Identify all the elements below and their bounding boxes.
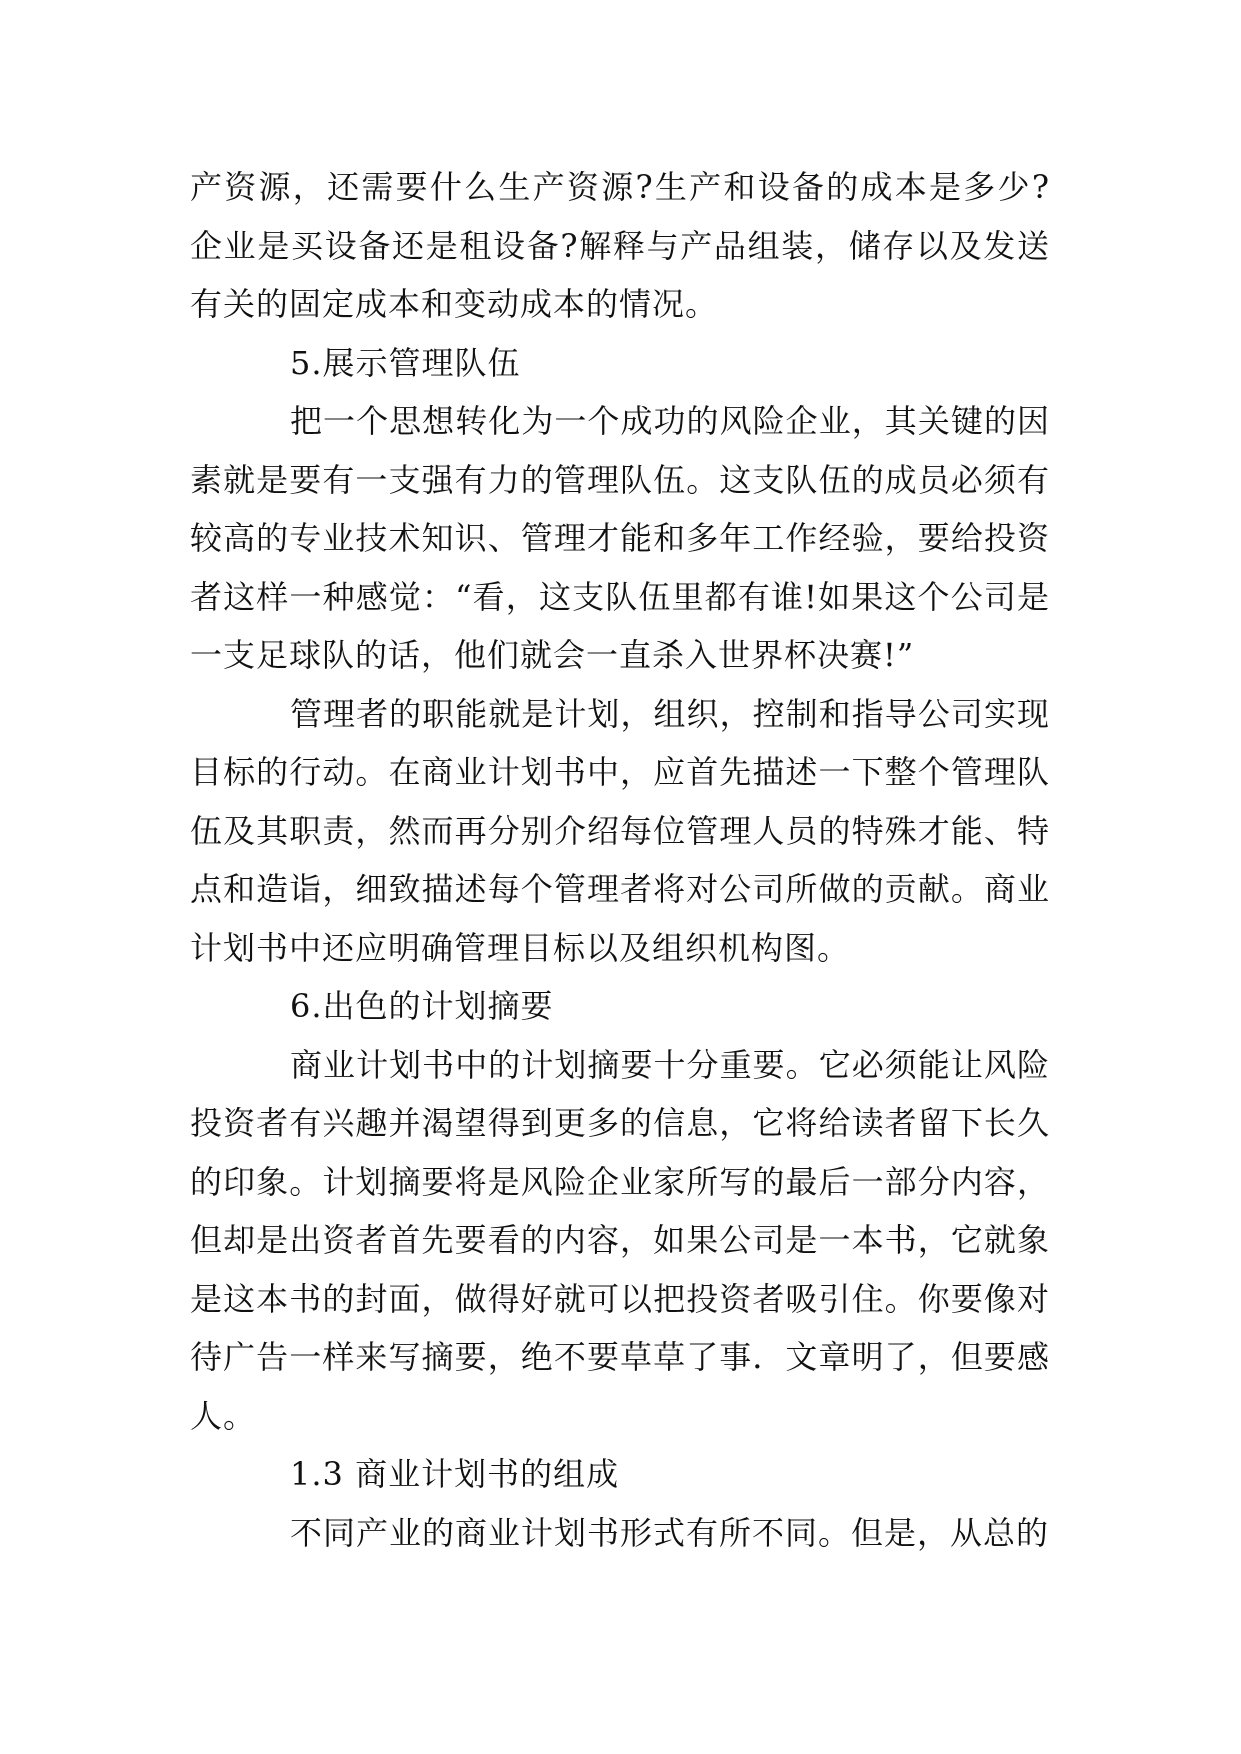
- section-heading-plan-composition: 1.3 商业计划书的组成: [290, 1455, 620, 1493]
- section-heading-management-team: 5.展示管理队伍: [290, 343, 521, 382]
- document-body: [190, 158, 1050, 1562]
- paragraph-summary-importance: 商业计划书中的计划摘要十分重要。它必须能让风险投资者有兴趣并渴望得到更多的信息，它将给读者留下长久的印象。计划摘要将是风险企业家所写的最后一部分内容，但却是出资者首先要看的内容，如果公司是一本书，它就象是这本书的封面，做得好就可以把投资者吸引住。你要像对待广告一样来写摘要，绝不要草草了事．文章明了，但要感人。: [190, 1045, 1050, 1435]
- paragraph-strong-team: 把一个思想转化为一个成功的风险企业，其关键的因素就是要有一支强有力的管理队伍。这支队伍的成员必须有较高的专业技术知识、管理才能和多年工作经验，要给投资者这样一种感觉：“看，这支队伍里都有谁!如果这个公司是一支足球队的话，他们就会一直杀入世界杯决赛!”: [190, 402, 1050, 674]
- section-heading-plan-summary: 6.出色的计划摘要: [290, 987, 554, 1025]
- paragraph-manager-functions: 管理者的职能就是计划，组织，控制和指导公司实现目标的行动。在商业计划书中，应首先描述一下整个管理队伍及其职责，然而再分别介绍每位管理人员的特殊才能、特点和造诣，细致描述每个管理者将对公司所做的贡献。商业计划书中还应明确管理目标以及组织机构图。: [190, 694, 1050, 967]
- paragraph-industry-forms: 不同产业的商业计划书形式有所不同。但是，从总的: [290, 1513, 1050, 1552]
- paragraph-production-costs: 产资源，还需要什么生产资源?生产和设备的成本是多少?企业是买设备还是租设备?解释与产品组装，储存以及发送有关的固定成本和变动成本的情况。: [190, 168, 1050, 323]
